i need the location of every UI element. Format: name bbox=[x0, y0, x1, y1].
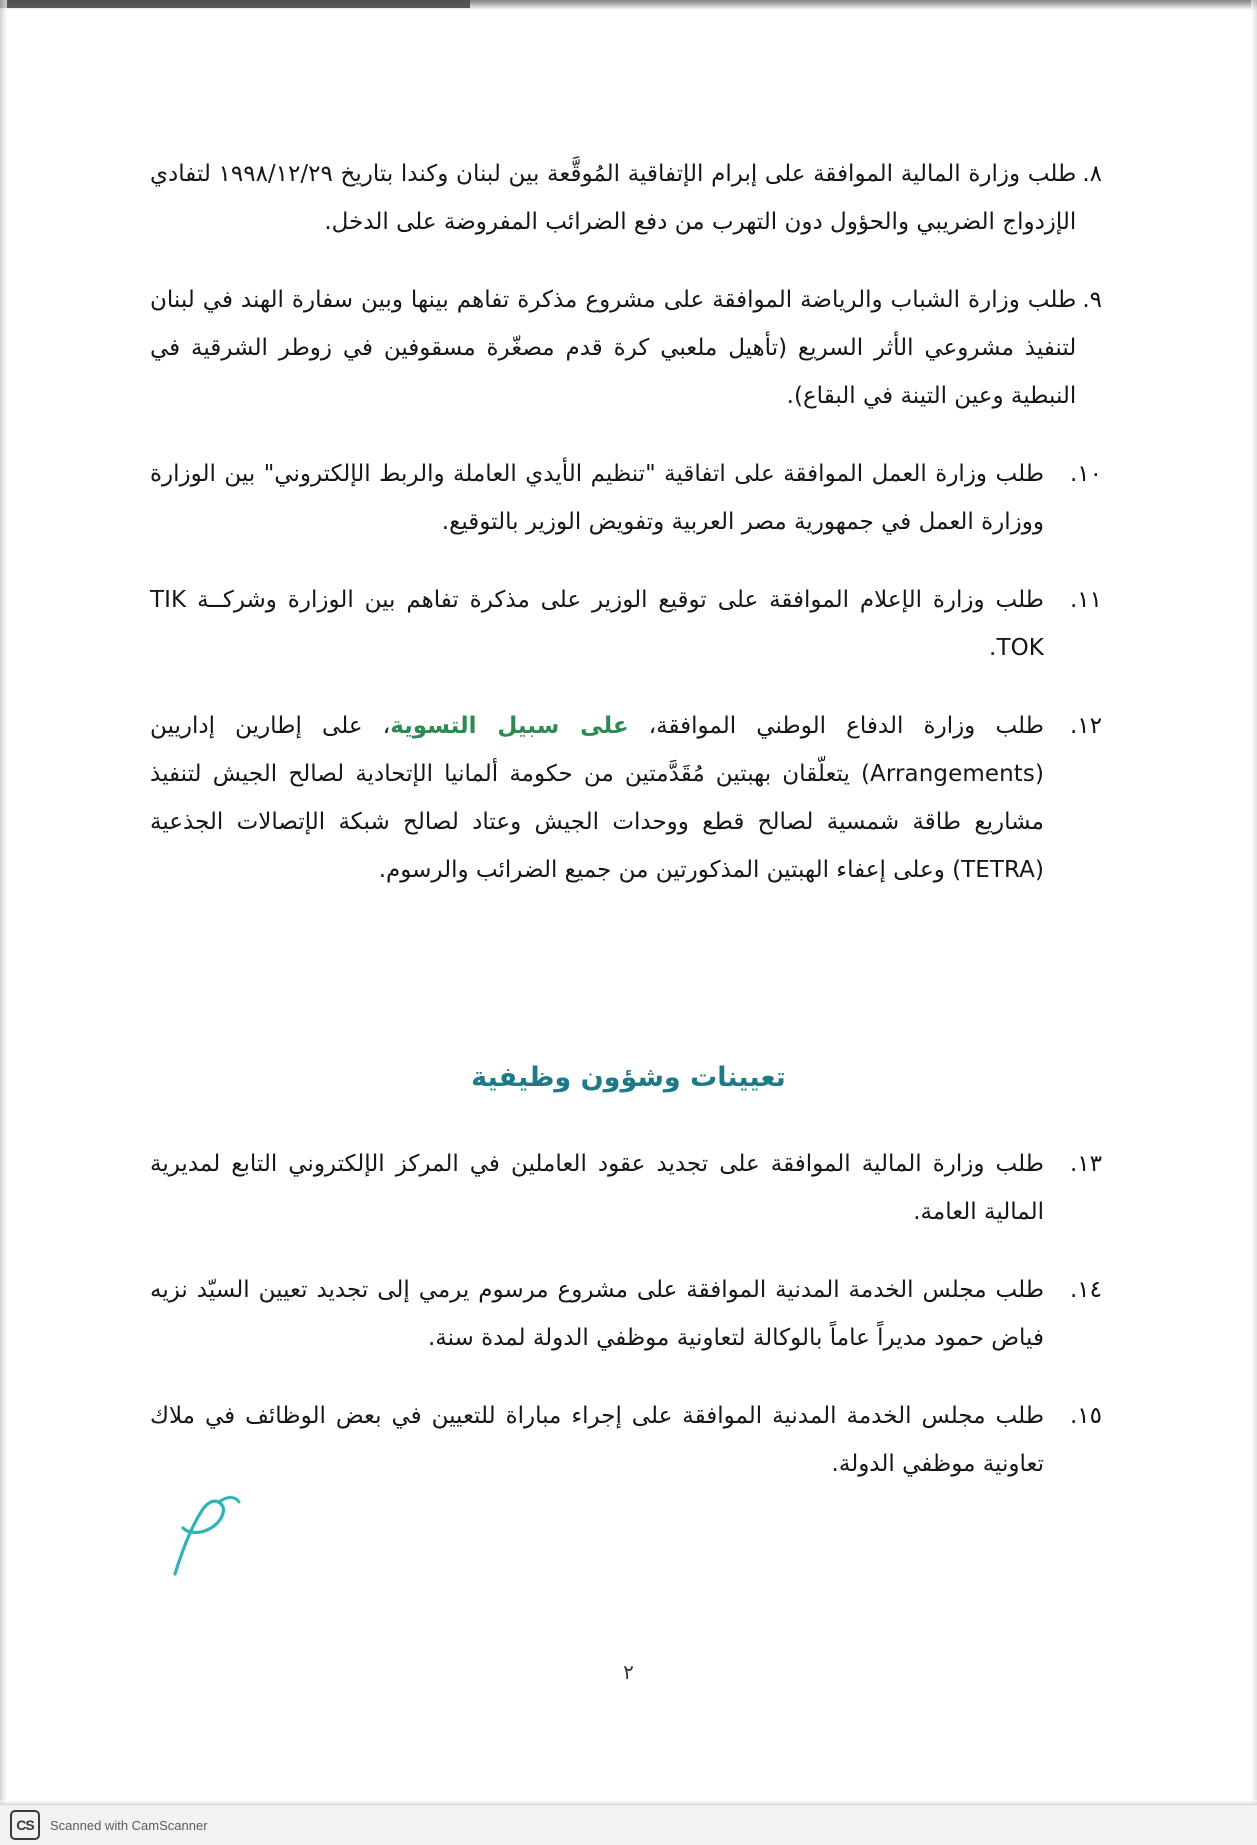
agenda-item-text bbox=[150, 702, 1044, 894]
agenda-item-number: ١٤. bbox=[1069, 1277, 1102, 1303]
camscanner-watermark-text: Scanned with CamScanner bbox=[50, 1817, 208, 1833]
camscanner-logo-icon: CS bbox=[10, 1810, 40, 1840]
agenda-item-11 bbox=[150, 576, 1102, 672]
agenda-item-12 bbox=[150, 702, 1102, 894]
agenda-item-number: ١٢. bbox=[1069, 713, 1102, 739]
agenda-item-text: طلب مجلس الخدمة المدنية الموافقة على مشروع مرسوم يرمي إلى تجديد تعيين السيّد نزيه فياض حمود مديراً عاماً بالوكالة لتعاونية موظفي الدولة لمدة سنة. bbox=[150, 1277, 1044, 1351]
agenda-item-10 bbox=[150, 450, 1102, 546]
scan-edge-shadow-right bbox=[1251, 0, 1257, 1845]
scan-edge-shadow-left bbox=[0, 0, 7, 1845]
agenda-item-text-before: طلب وزارة الدفاع الوطني الموافقة، bbox=[628, 713, 1044, 739]
agenda-item-9 bbox=[150, 276, 1102, 420]
agenda-item-text: طلب وزارة المالية الموافقة على تجديد عقود العاملين في المركز الإلكتروني التابع لمديرية المالية العامة. bbox=[150, 1151, 1044, 1225]
document-body-lower bbox=[150, 1140, 1102, 1518]
section-heading: تعيينات وشؤون وظيفية bbox=[471, 1062, 786, 1093]
agenda-item-text: طلب وزارة العمل الموافقة على اتفاقية "تنظيم الأيدي العاملة والربط الإلكتروني" بين الوزارة ووزارة العمل في جمهورية مصر العربية وتفويض الوزير بالتوقيع. bbox=[150, 461, 1044, 535]
agenda-item-15 bbox=[150, 1392, 1102, 1488]
agenda-item-13 bbox=[150, 1140, 1102, 1236]
agenda-item-14 bbox=[150, 1266, 1102, 1362]
agenda-item-text: طلب وزارة الشباب والرياضة الموافقة على مشروع مذكرة تفاهم بينها وبين سفارة الهند في لبنان لتنفيذ مشروعي الأثر السريع (تأهيل ملعبي كرة قدم مصغّرة مسقوفين في زوطر الشرقية في النبطية وعين التينة في البقاع). bbox=[150, 287, 1077, 409]
agenda-item-number: ١٥. bbox=[1069, 1403, 1102, 1429]
agenda-item-text: طلب وزارة الإعلام الموافقة على توقيع الوزير على مذكرة تفاهم بين الوزارة وشركــة TIK TOK. bbox=[150, 587, 1044, 661]
agenda-item-number: ٩. bbox=[1082, 287, 1102, 313]
agenda-item-number: ٨. bbox=[1082, 161, 1102, 187]
agenda-item-highlight: على سبيل التسوية bbox=[390, 713, 629, 739]
agenda-item-number: ١٠. bbox=[1069, 461, 1102, 487]
document-body bbox=[150, 150, 1102, 924]
agenda-item-number: ١٣. bbox=[1069, 1151, 1102, 1177]
agenda-item-number: ١١. bbox=[1069, 587, 1102, 613]
scan-edge-dark-strip bbox=[0, 0, 470, 8]
camscanner-footer bbox=[0, 1804, 1257, 1845]
agenda-item-text: طلب مجلس الخدمة المدنية الموافقة على إجراء مباراة للتعيين في بعض الوظائف في ملاك تعاونية موظفي الدولة. bbox=[150, 1403, 1044, 1477]
agenda-item-8 bbox=[150, 150, 1102, 246]
agenda-item-text-after: ، على إطارين إداريين (Arrangements) يتعلّقان بهبتين مُقَدَّمتين من حكومة ألمانيا الإتحادية لصالح الجيش لتنفيذ مشاريع طاقة شمسية لصالح قطع ووحدات الجيش وعتاد لصالح شبكة الإتصالات الجذعية (TETRA) وعلى إعفاء الهبتين المذكورتين من جميع الضرائب والرسوم. bbox=[150, 713, 1044, 883]
page-number: ٢ bbox=[623, 1660, 634, 1684]
agenda-item-text: طلب وزارة المالية الموافقة على إبرام الإتفاقية المُوقَّعة بين لبنان وكندا بتاريخ ١٩٩٨/١٢/٢٩ لتفادي الإزدواج الضريبي والحؤول دون التهرب من دفع الضرائب المفروضة على الدخل. bbox=[150, 161, 1077, 235]
